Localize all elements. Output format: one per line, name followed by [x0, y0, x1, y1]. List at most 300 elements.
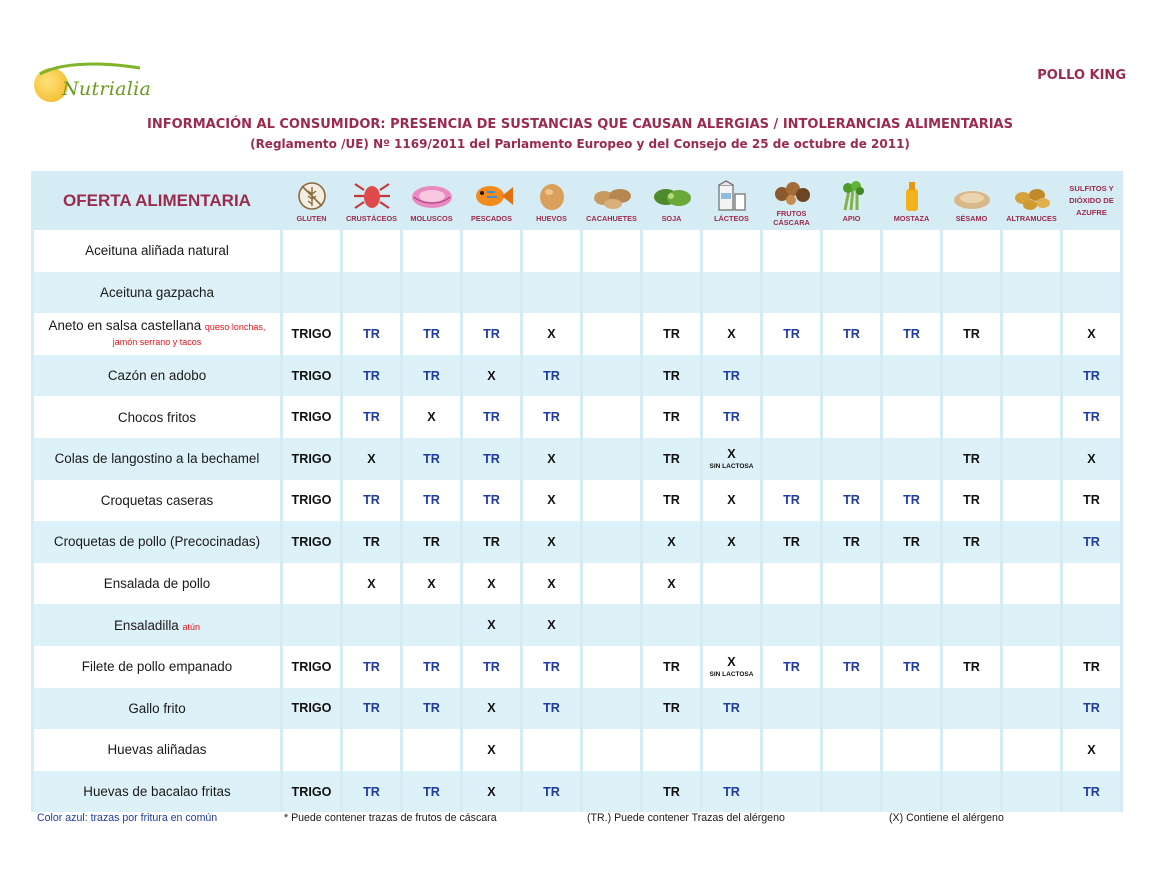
allergen-mark: TR	[543, 784, 560, 799]
allergen-cell	[1003, 688, 1060, 730]
allergen-cell	[883, 729, 940, 771]
allergen-mark: TR	[843, 493, 860, 508]
allergen-mark: TR	[363, 534, 380, 549]
allergen-mark: X	[667, 576, 676, 591]
allergen-mark: TR	[963, 659, 980, 674]
allergen-cell	[643, 438, 700, 480]
allergen-cell	[943, 438, 1000, 480]
allergen-cell	[523, 438, 580, 480]
allergen-cell	[283, 729, 340, 771]
allergen-cell	[763, 355, 820, 397]
dish-name: Aceituna gazpacha	[100, 284, 214, 300]
allergen-cell	[703, 729, 760, 771]
allergen-cell	[703, 230, 760, 272]
allergen-mark: TR	[363, 326, 380, 341]
allergen-mark: TR	[483, 493, 500, 508]
allergen-cell	[403, 563, 460, 605]
allergen-cell	[703, 521, 760, 563]
allergen-cell	[703, 355, 760, 397]
allergen-mark: TR	[423, 451, 440, 466]
allergen-mark: TR	[423, 701, 440, 716]
allergen-table	[31, 171, 1123, 812]
allergen-cell	[343, 729, 400, 771]
allergen-cell	[463, 604, 520, 646]
allergen-cell	[823, 438, 880, 480]
table-row	[34, 313, 1120, 355]
dish-name: Aceituna aliñada natural	[85, 243, 229, 259]
allergen-cell	[643, 272, 700, 314]
dish-note: queso lonchas,	[204, 321, 266, 332]
dish-name-cell	[34, 771, 280, 813]
allergen-cell	[463, 688, 520, 730]
allergen-sub-note: SIN LACTOSA	[709, 670, 754, 678]
allergen-mark: X	[727, 534, 736, 549]
crustacean-icon	[349, 180, 395, 212]
dish-name-cell	[34, 272, 280, 314]
allergen-cell	[343, 771, 400, 813]
allergen-cell	[703, 771, 760, 813]
allergen-cell	[343, 480, 400, 522]
allergen-cell	[883, 230, 940, 272]
allergen-cell	[343, 438, 400, 480]
allergen-cell	[1003, 272, 1060, 314]
allergen-mark: TRIGO	[291, 784, 332, 799]
allergen-mark: TR	[963, 326, 980, 341]
allergen-cell	[883, 646, 940, 688]
dish-name-cell	[34, 313, 280, 355]
allergen-cell	[643, 604, 700, 646]
allergen-cell	[823, 604, 880, 646]
allergen-mark: X	[1087, 326, 1096, 341]
allergen-cell	[343, 313, 400, 355]
allergen-cell	[403, 480, 460, 522]
dish-name-cell	[34, 480, 280, 522]
allergen-cell	[1003, 771, 1060, 813]
allergen-cell	[343, 355, 400, 397]
col-frutos-cascara: FRUTOS CÁSCARA	[763, 171, 820, 230]
dish-name: Croquetas de pollo (Precocinadas)	[53, 534, 261, 550]
footer-contains-note: (X) Contiene el alérgeno	[889, 812, 1004, 824]
col-lacteos: LÁCTEOS	[703, 171, 760, 230]
allergen-mark: TR	[483, 659, 500, 674]
dish-name-cell	[34, 729, 280, 771]
allergen-mark: TRIGO	[291, 410, 332, 425]
allergen-cell	[883, 521, 940, 563]
dish-note: jamón serrano y tacos	[112, 336, 202, 347]
allergen-mark: TR	[363, 493, 380, 508]
allergen-cell	[943, 688, 1000, 730]
allergen-cell	[283, 771, 340, 813]
col-cacahuetes: CACAHUETES	[583, 171, 640, 230]
allergen-cell	[763, 396, 820, 438]
allergen-cell	[463, 230, 520, 272]
gluten-icon	[289, 180, 335, 212]
allergen-cell	[643, 521, 700, 563]
allergen-cell	[643, 355, 700, 397]
allergen-cell	[943, 563, 1000, 605]
egg-icon	[529, 180, 575, 212]
allergen-cell	[1063, 355, 1120, 397]
allergen-cell	[463, 646, 520, 688]
allergen-cell	[523, 355, 580, 397]
allergen-mark: TR	[663, 368, 680, 383]
allergen-cell	[703, 646, 760, 688]
dish-name-cell	[34, 438, 280, 480]
allergen-cell	[883, 272, 940, 314]
allergen-mark: X	[1087, 451, 1096, 466]
allergen-mark: TR	[1083, 534, 1100, 549]
allergen-cell	[703, 563, 760, 605]
allergen-mark: TR	[963, 534, 980, 549]
allergen-cell	[883, 563, 940, 605]
dish-name-cell	[34, 604, 280, 646]
allergen-mark: X	[487, 368, 496, 383]
table-row	[34, 563, 1120, 605]
dish-name: Cazón en adobo	[107, 368, 207, 384]
allergen-mark: X	[367, 576, 376, 591]
allergen-cell	[1063, 729, 1120, 771]
allergen-cell	[403, 771, 460, 813]
allergen-cell	[643, 771, 700, 813]
allergen-mark: TR	[483, 326, 500, 341]
allergen-cell	[763, 604, 820, 646]
allergen-mark: X	[547, 618, 556, 633]
allergen-mark: TR	[423, 784, 440, 799]
allergen-cell	[943, 771, 1000, 813]
col-mostaza: MOSTAZA	[883, 171, 940, 230]
allergen-cell	[583, 729, 640, 771]
mustard-icon	[889, 180, 935, 212]
allergen-cell	[523, 272, 580, 314]
footer-nuts-note: * Puede contener trazas de frutos de cáscara	[284, 812, 497, 824]
sesame-icon	[949, 180, 995, 212]
allergen-cell	[403, 604, 460, 646]
allergen-cell	[1063, 313, 1120, 355]
allergen-mark: TR	[843, 534, 860, 549]
allergen-mark: TR	[783, 326, 800, 341]
table-row	[34, 230, 1120, 272]
allergen-cell	[643, 313, 700, 355]
allergen-cell	[343, 272, 400, 314]
allergen-cell	[1063, 771, 1120, 813]
allergen-cell	[883, 355, 940, 397]
allergen-cell	[1003, 313, 1060, 355]
allergen-cell	[583, 604, 640, 646]
allergen-mark: TRIGO	[291, 659, 332, 674]
allergen-cell	[643, 396, 700, 438]
soy-icon	[649, 180, 695, 212]
col-gluten: GLUTEN	[283, 171, 340, 230]
allergen-cell	[1003, 521, 1060, 563]
allergen-mark: TR	[363, 659, 380, 674]
allergen-cell	[1063, 438, 1120, 480]
allergen-cell	[943, 230, 1000, 272]
allergen-cell	[523, 646, 580, 688]
allergen-cell	[823, 521, 880, 563]
allergen-mark: TR	[363, 784, 380, 799]
allergen-cell	[643, 688, 700, 730]
allergen-table-body	[34, 230, 1120, 812]
allergen-cell	[343, 521, 400, 563]
allergen-cell	[523, 771, 580, 813]
allergen-cell	[463, 313, 520, 355]
allergen-mark: TR	[543, 368, 560, 383]
allergen-mark: TR	[663, 410, 680, 425]
allergen-cell	[283, 313, 340, 355]
allergen-mark: TR	[483, 534, 500, 549]
allergen-mark: X	[487, 576, 496, 591]
col-soja: SOJA	[643, 171, 700, 230]
allergen-mark: TRIGO	[291, 534, 332, 549]
allergen-cell	[883, 396, 940, 438]
allergen-cell	[523, 604, 580, 646]
allergen-cell	[883, 604, 940, 646]
allergen-mark: TR	[723, 701, 740, 716]
allergen-cell	[703, 396, 760, 438]
allergen-mark: X	[727, 446, 736, 461]
col-altramuces: ALTRAMUCES	[1003, 171, 1060, 230]
allergen-cell	[1003, 480, 1060, 522]
allergen-sub-note: SIN LACTOSA	[709, 462, 754, 470]
allergen-cell	[523, 480, 580, 522]
allergen-mark: X	[547, 534, 556, 549]
allergen-mark: TR	[663, 784, 680, 799]
allergen-cell	[583, 563, 640, 605]
allergen-cell	[283, 646, 340, 688]
allergen-cell	[883, 313, 940, 355]
allergen-cell	[403, 646, 460, 688]
allergen-mark: X	[487, 784, 496, 799]
allergen-cell	[1003, 396, 1060, 438]
table-row	[34, 771, 1120, 813]
allergen-mark: TR	[1083, 701, 1100, 716]
dish-note: atún	[182, 621, 201, 632]
allergen-cell	[823, 688, 880, 730]
allergen-cell	[463, 729, 520, 771]
allergen-cell	[463, 272, 520, 314]
nutrialia-logo	[32, 60, 152, 110]
allergen-cell	[1003, 563, 1060, 605]
allergen-mark: X	[667, 534, 676, 549]
table-row	[34, 438, 1120, 480]
dish-name: Ensalada de pollo	[103, 576, 211, 592]
allergen-cell	[1063, 646, 1120, 688]
dish-name: Filete de pollo empanado	[81, 659, 233, 675]
allergen-cell	[703, 438, 760, 480]
table-row	[34, 272, 1120, 314]
col-crustaceos: CRUSTÁCEOS	[343, 171, 400, 230]
allergen-cell	[943, 604, 1000, 646]
table-row	[34, 521, 1120, 563]
allergen-cell	[403, 521, 460, 563]
allergen-cell	[643, 646, 700, 688]
allergen-cell	[823, 729, 880, 771]
dish-name: Chocos fritos	[117, 409, 197, 425]
dish-name: Huevas aliñadas	[107, 742, 207, 758]
allergen-mark: TR	[783, 534, 800, 549]
allergen-mark: TR	[543, 701, 560, 716]
allergen-cell	[883, 480, 940, 522]
milk-icon	[709, 180, 755, 212]
lupin-icon	[1009, 180, 1055, 212]
allergen-cell	[823, 230, 880, 272]
allergen-mark: TR	[783, 493, 800, 508]
allergen-cell	[283, 355, 340, 397]
allergen-cell	[883, 771, 940, 813]
allergen-cell	[823, 480, 880, 522]
allergen-mark: TR	[1083, 659, 1100, 674]
restaurant-name: POLLO KING	[1037, 68, 1126, 83]
allergen-mark: TR	[1083, 410, 1100, 425]
allergen-mark: X	[427, 410, 436, 425]
table-row	[34, 396, 1120, 438]
col-pescados: PESCADOS	[463, 171, 520, 230]
allergen-cell	[1003, 438, 1060, 480]
allergen-cell	[823, 563, 880, 605]
allergen-cell	[523, 313, 580, 355]
nuts-icon	[769, 175, 815, 207]
allergen-cell	[763, 313, 820, 355]
allergen-cell	[1063, 521, 1120, 563]
allergen-mark: TRIGO	[291, 451, 332, 466]
allergen-cell	[823, 646, 880, 688]
col-apio: APIO	[823, 171, 880, 230]
col-moluscos: MOLUSCOS	[403, 171, 460, 230]
dish-name: Colas de langostino a la bechamel	[54, 451, 260, 467]
allergen-cell	[283, 230, 340, 272]
table-row	[34, 688, 1120, 730]
allergen-cell	[583, 646, 640, 688]
allergen-mark: TR	[963, 451, 980, 466]
allergen-cell	[703, 313, 760, 355]
allergen-cell	[523, 563, 580, 605]
allergen-mark: TR	[663, 659, 680, 674]
allergen-mark: TR	[1083, 493, 1100, 508]
allergen-cell	[583, 771, 640, 813]
allergen-cell	[763, 729, 820, 771]
allergen-mark: X	[727, 654, 736, 669]
allergen-cell	[1063, 396, 1120, 438]
allergen-cell	[823, 272, 880, 314]
allergen-cell	[943, 313, 1000, 355]
allergen-mark: TR	[963, 493, 980, 508]
offer-header: OFERTA ALIMENTARIA	[34, 171, 280, 230]
allergen-mark: TR	[723, 368, 740, 383]
allergen-cell	[1063, 604, 1120, 646]
allergen-cell	[343, 230, 400, 272]
allergen-mark: TR	[423, 368, 440, 383]
allergen-cell	[523, 396, 580, 438]
dish-name-cell	[34, 688, 280, 730]
allergen-cell	[463, 355, 520, 397]
allergen-cell	[463, 563, 520, 605]
allergen-cell	[1063, 480, 1120, 522]
table-row	[34, 646, 1120, 688]
allergen-cell	[523, 729, 580, 771]
allergen-mark: TR	[903, 659, 920, 674]
allergen-cell	[463, 438, 520, 480]
allergen-mark: TR	[543, 410, 560, 425]
allergen-mark: X	[727, 326, 736, 341]
dish-name-cell	[34, 521, 280, 563]
dish-name-cell	[34, 646, 280, 688]
allergen-cell	[463, 396, 520, 438]
allergen-mark: X	[727, 493, 736, 508]
allergen-cell	[463, 480, 520, 522]
allergen-cell	[643, 729, 700, 771]
page-title: INFORMACIÓN AL CONSUMIDOR: PRESENCIA DE SUSTANCIAS QUE CAUSAN ALERGIAS / INTOLERANCIAS ALIMENTARIAS	[147, 117, 1013, 132]
allergen-cell	[283, 521, 340, 563]
allergen-mark: TR	[1083, 368, 1100, 383]
allergen-mark: TR	[903, 326, 920, 341]
allergen-cell	[403, 438, 460, 480]
allergen-cell	[763, 563, 820, 605]
allergen-cell	[583, 480, 640, 522]
allergen-mark: X	[427, 576, 436, 591]
footer-blue-note: Color azul: trazas por fritura en común	[37, 812, 218, 824]
allergen-mark: TR	[723, 410, 740, 425]
page-subtitle: (Reglamento /UE) Nº 1169/2011 del Parlamento Europeo y del Consejo de 25 de octubre de 2011)	[250, 137, 910, 151]
allergen-cell	[643, 230, 700, 272]
allergen-cell	[1003, 604, 1060, 646]
allergen-cell	[1003, 646, 1060, 688]
allergen-mark: X	[1087, 742, 1096, 757]
allergen-mark: X	[547, 576, 556, 591]
allergen-cell	[583, 521, 640, 563]
allergen-cell	[403, 313, 460, 355]
allergen-mark: TR	[663, 701, 680, 716]
allergen-cell	[583, 272, 640, 314]
dish-name: Ensaladilla	[113, 617, 179, 633]
mollusc-icon	[409, 180, 455, 212]
allergen-mark: X	[367, 451, 376, 466]
allergen-cell	[763, 438, 820, 480]
allergen-mark: TR	[903, 534, 920, 549]
allergen-cell	[823, 313, 880, 355]
allergen-mark: X	[487, 742, 496, 757]
allergen-cell	[823, 771, 880, 813]
allergen-mark: TR	[423, 493, 440, 508]
allergen-cell	[463, 771, 520, 813]
allergen-cell	[403, 272, 460, 314]
allergen-mark: TR	[723, 784, 740, 799]
dish-name: Gallo frito	[128, 700, 186, 716]
allergen-mark: TR	[483, 451, 500, 466]
col-sesamo: SÉSAMO	[943, 171, 1000, 230]
allergen-cell	[883, 438, 940, 480]
allergen-cell	[343, 646, 400, 688]
logo-text: Nutrialia	[62, 78, 152, 100]
allergen-cell	[943, 272, 1000, 314]
allergen-mark: TRIGO	[291, 493, 332, 508]
allergen-cell	[583, 355, 640, 397]
dish-name-cell	[34, 396, 280, 438]
allergen-cell	[583, 438, 640, 480]
allergen-cell	[1063, 563, 1120, 605]
allergen-cell	[403, 396, 460, 438]
dish-name-cell	[34, 230, 280, 272]
allergen-mark: TR	[363, 368, 380, 383]
allergen-cell	[283, 688, 340, 730]
allergen-cell	[1063, 688, 1120, 730]
allergen-cell	[943, 480, 1000, 522]
allergen-cell	[1063, 272, 1120, 314]
allergen-mark: TR	[843, 659, 860, 674]
table-row	[34, 729, 1120, 771]
allergen-cell	[403, 355, 460, 397]
footer-trace-note: (TR.) Puede contener Trazas del alérgeno	[587, 812, 785, 824]
allergen-cell	[943, 521, 1000, 563]
